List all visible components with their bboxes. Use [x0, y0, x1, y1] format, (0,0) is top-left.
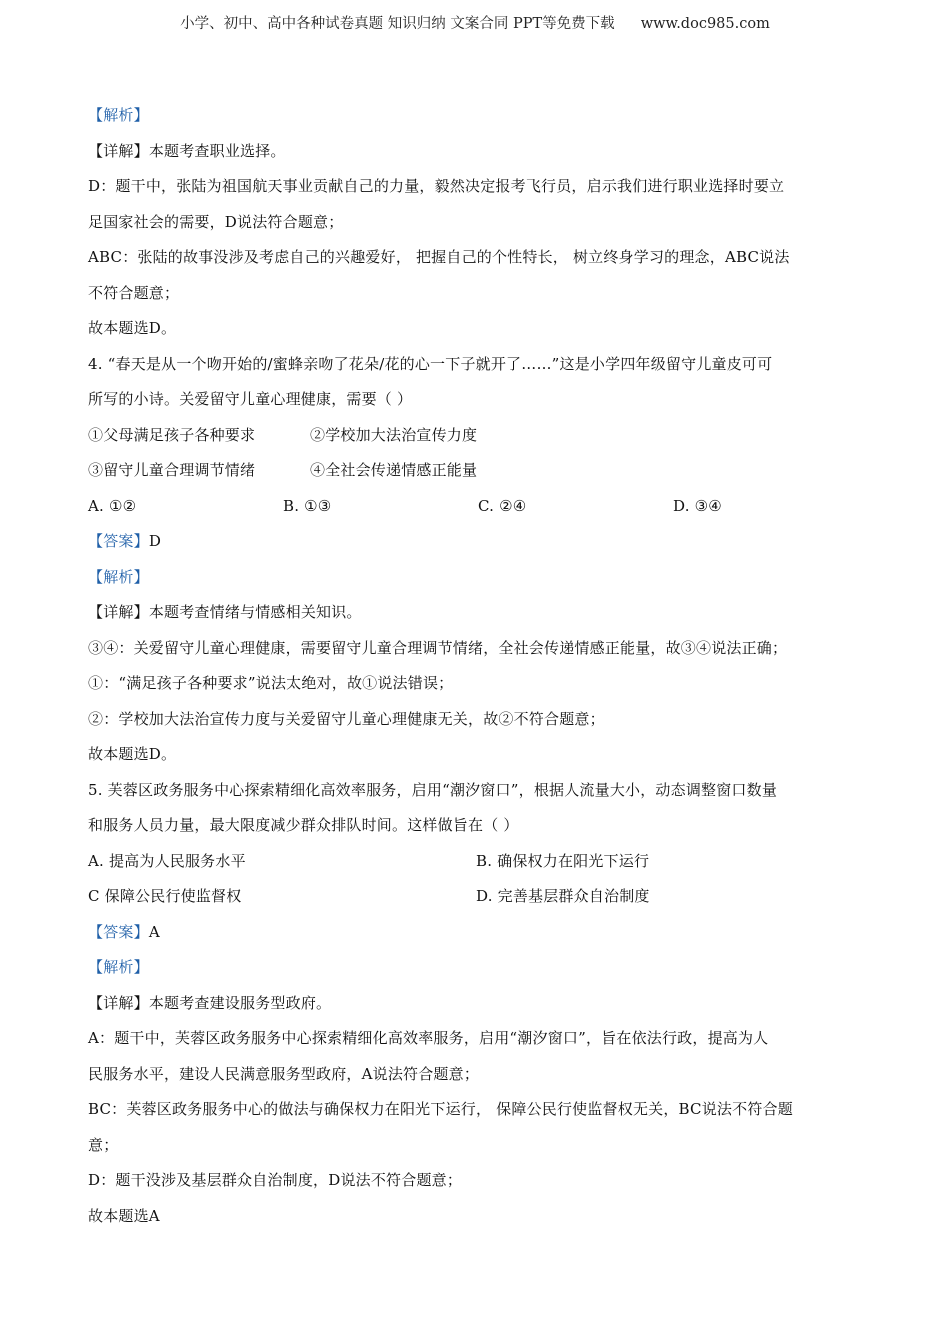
answer-tag: 【答案】: [88, 532, 149, 550]
detail-text: 本题考查情绪与情感相关知识。: [148, 603, 362, 621]
detail-line: [88, 595, 868, 631]
option-b: B. ①③: [283, 496, 332, 515]
explanation-line: 不符合题意；: [88, 283, 180, 302]
answer-line: [88, 915, 868, 951]
analysis-tag: 【解析】: [88, 567, 149, 586]
answer-value: A: [148, 922, 160, 941]
explanation-line: D：题干中，张陆为祖国航天事业贡献自己的力量，毅然决定报考飞行员，启示我们进行职业选择时要立: [88, 177, 785, 195]
statement-row: [88, 418, 868, 454]
header-site: www.doc985.com: [640, 16, 770, 32]
page-header: [0, 12, 950, 33]
statement: ④全社会传递情感正能量: [310, 461, 478, 479]
detail-tag: 【详解】: [88, 141, 149, 160]
question-4-stem: 4. “春天是从一个吻开始的/蜜蜂亲吻了花朵/花的心一下子就开了……”这是小学四年级留守儿童皮可可: [88, 354, 773, 373]
document-body: [88, 98, 868, 1234]
answer-tag: 【答案】: [88, 922, 149, 941]
explanation-line: A：题干中，芙蓉区政务服务中心探索精细化高效率服务，启用“潮汐窗口”，旨在依法行政，提高为人: [88, 1029, 769, 1047]
question-5-stem: 5. 芙蓉区政务服务中心探索精细化高效率服务，启用“潮汐窗口”，根据人流量大小，动态调整窗口数量: [88, 780, 778, 799]
statement: ②学校加大法治宣传力度: [310, 425, 478, 444]
option-c: C. ②④: [478, 496, 527, 515]
explanation-line: ③④：关爱留守儿童心理健康，需要留守儿童合理调节情绪，全社会传递情感正能量，故③④说法正确；: [88, 638, 788, 657]
statement: ①父母满足孩子各种要求: [88, 425, 256, 444]
answer-line: [88, 524, 868, 560]
explanation-line: BC：芙蓉区政务服务中心的做法与确保权力在阳光下运行， 保障公民行使监督权无关，BC说法不符合题: [88, 1100, 793, 1118]
option-c: C 保障公民行使监督权: [88, 887, 242, 905]
answer-value: D: [148, 532, 162, 550]
detail-text: 本题考查建设服务型政府。: [148, 993, 332, 1012]
conclusion-line: 故本题选D。: [88, 319, 177, 337]
explanation-line: ①：“满足孩子各种要求”说法太绝对，故①说法错误；: [88, 674, 454, 692]
analysis-tag: 【解析】: [88, 958, 149, 976]
option-row: [88, 489, 868, 525]
option-row: [88, 844, 868, 880]
detail-line: [88, 986, 868, 1022]
detail-line: [88, 134, 868, 170]
option-a: A. 提高为人民服务水平: [88, 851, 246, 870]
question-4-stem: 所写的小诗。关爱留守儿童心理健康，需要（ ）: [88, 390, 413, 408]
option-row: [88, 879, 868, 915]
option-a: A. ①②: [88, 496, 137, 515]
explanation-line: ②：学校加大法治宣传力度与关爱留守儿童心理健康无关，故②不符合题意；: [88, 709, 605, 728]
option-d: D. 完善基层群众自治制度: [476, 887, 650, 905]
statement-row: [88, 453, 868, 489]
conclusion-line: 故本题选D。: [88, 745, 177, 763]
explanation-line: 意；: [88, 1135, 119, 1154]
option-b: B. 确保权力在阳光下运行: [476, 851, 650, 870]
option-d: D. ③④: [673, 496, 722, 515]
header-text: 小学、初中、高中各种试卷真题 知识归纳 文案合同 PPT等免费下载: [180, 16, 615, 32]
explanation-line: ABC：张陆的故事没涉及考虑自己的兴趣爱好， 把握自己的个性特长， 树立终身学习的理念，ABC说法: [88, 248, 790, 266]
detail-text: 本题考查职业选择。: [148, 141, 286, 160]
statement: ③留守儿童合理调节情绪: [88, 461, 256, 479]
question-5-stem: 和服务人员力量，最大限度减少群众排队时间。这样做旨在（ ）: [88, 816, 519, 834]
explanation-line: 足国家社会的需要，D说法符合题意；: [88, 212, 344, 231]
detail-tag: 【详解】: [88, 993, 149, 1012]
analysis-tag: 【解析】: [88, 106, 149, 124]
explanation-line: 民服务水平，建设人民满意服务型政府，A说法符合题意；: [88, 1064, 480, 1083]
detail-tag: 【详解】: [88, 603, 149, 621]
explanation-line: D：题干没涉及基层群众自治制度，D说法不符合题意；: [88, 1171, 463, 1189]
conclusion-line: 故本题选A: [88, 1206, 160, 1225]
